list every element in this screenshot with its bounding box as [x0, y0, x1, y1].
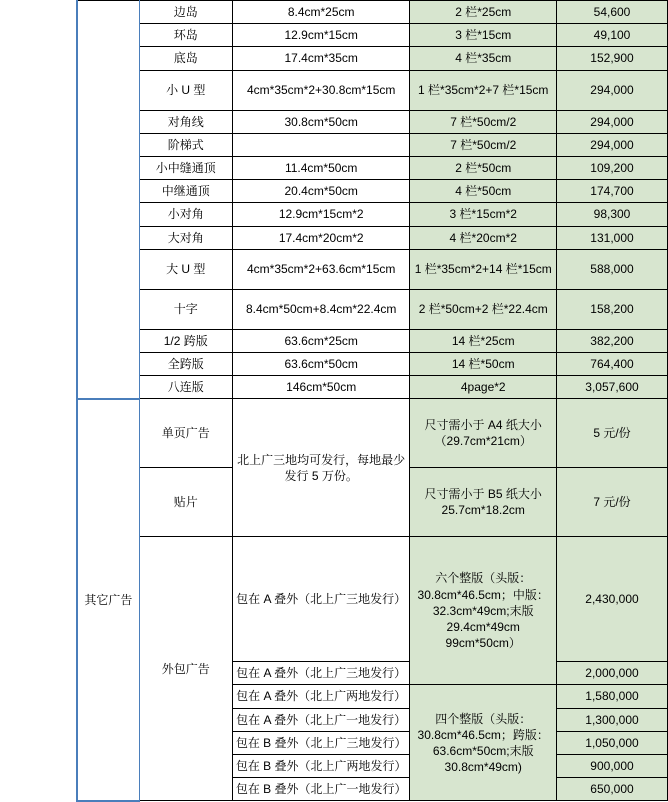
format-name: 1/2 跨版 — [139, 329, 232, 352]
format-name: 阶梯式 — [139, 133, 232, 156]
format-name: 全跨版 — [139, 352, 232, 375]
format-price: 382,200 — [556, 329, 667, 352]
format-price: 131,000 — [556, 226, 667, 249]
format-price: 2,000,000 — [556, 662, 667, 685]
format-price: 1,580,000 — [556, 685, 667, 708]
format-name: 单页广告 — [139, 399, 232, 468]
format-desc: 尺寸需小于 A4 纸大小（29.7cm*21cm） — [410, 399, 557, 468]
table-row — [77, 249, 668, 289]
table-row — [77, 329, 668, 352]
format-price: 98,300 — [556, 203, 667, 226]
format-price: 294,000 — [556, 70, 667, 110]
format-spec: 17.4cm*20cm*2 — [232, 226, 410, 249]
format-spec: 12.9cm*15cm — [232, 24, 410, 47]
format-name: 环岛 — [139, 24, 232, 47]
format-name: 十字 — [139, 289, 232, 329]
format-name: 八连版 — [139, 376, 232, 399]
format-name: 小对角 — [139, 203, 232, 226]
format-desc: 4 栏*50cm — [410, 180, 557, 203]
format-price: 1,050,000 — [556, 731, 667, 754]
format-price: 294,000 — [556, 110, 667, 133]
table-row — [77, 352, 668, 375]
format-desc: 2 栏*50cm — [410, 156, 557, 179]
category-cell-empty — [77, 1, 139, 399]
format-price: 294,000 — [556, 133, 667, 156]
format-spec: 北上广三地均可发行，每地最少发行 5 万份。 — [232, 399, 410, 537]
table-row — [77, 1, 668, 24]
format-desc: 四个整版（头版：30.8cm*46.5cm；跨版：63.6cm*50cm;末版 30.8cm*49cm) — [410, 685, 557, 801]
format-spec: 17.4cm*35cm — [232, 47, 410, 70]
format-spec: 包在 B 叠外（北上广两地发行） — [232, 755, 410, 778]
format-desc: 六个整版（头版：30.8cm*46.5cm；中版：32.3cm*49cm;末版 29.4cm*49cm 99cm*50cm） — [410, 537, 557, 685]
format-price: 158,200 — [556, 289, 667, 329]
format-desc: 14 栏*50cm — [410, 352, 557, 375]
format-name: 中继通顶 — [139, 180, 232, 203]
format-price: 588,000 — [556, 249, 667, 289]
format-price: 54,600 — [556, 1, 667, 24]
format-desc: 1 栏*35cm*2+7 栏*15cm — [410, 70, 557, 110]
format-price: 764,400 — [556, 352, 667, 375]
format-spec: 包在 A 叠外（北上广三地发行） — [232, 537, 410, 662]
format-desc: 2 栏*50cm+2 栏*22.4cm — [410, 289, 557, 329]
format-price: 900,000 — [556, 755, 667, 778]
format-desc: 7 栏*50cm/2 — [410, 133, 557, 156]
table-row — [77, 203, 668, 226]
table-row — [77, 133, 668, 156]
table-row — [77, 376, 668, 399]
table-row — [77, 24, 668, 47]
format-price: 49,100 — [556, 24, 667, 47]
table-row — [77, 70, 668, 110]
table-row — [77, 289, 668, 329]
format-spec: 63.6cm*25cm — [232, 329, 410, 352]
table-row — [77, 156, 668, 179]
format-price: 650,000 — [556, 778, 667, 801]
format-desc: 1 栏*35cm*2+14 栏*15cm — [410, 249, 557, 289]
format-price: 2,430,000 — [556, 537, 667, 662]
format-name: 大 U 型 — [139, 249, 232, 289]
format-desc: 3 栏*15cm*2 — [410, 203, 557, 226]
format-spec: 11.4cm*50cm — [232, 156, 410, 179]
format-desc: 3 栏*15cm — [410, 24, 557, 47]
format-name: 边岛 — [139, 1, 232, 24]
format-desc: 7 栏*50cm/2 — [410, 110, 557, 133]
format-spec: 146cm*50cm — [232, 376, 410, 399]
format-spec: 8.4cm*50cm+8.4cm*22.4cm — [232, 289, 410, 329]
format-spec: 包在 A 叠外（北上广两地发行） — [232, 685, 410, 708]
format-spec: 包在 A 叠外（北上广三地发行） — [232, 662, 410, 685]
format-desc: 4page*2 — [410, 376, 557, 399]
format-spec: 包在 B 叠外（北上广一地发行） — [232, 778, 410, 801]
format-desc: 4 栏*35cm — [410, 47, 557, 70]
format-spec: 4cm*35cm*2+63.6cm*15cm — [232, 249, 410, 289]
table-row — [77, 226, 668, 249]
format-price: 3,057,600 — [556, 376, 667, 399]
format-name: 贴片 — [139, 468, 232, 537]
format-name: 底岛 — [139, 47, 232, 70]
format-price: 5 元/份 — [556, 399, 667, 468]
format-spec: 30.8cm*50cm — [232, 110, 410, 133]
table-row — [77, 47, 668, 70]
table-row — [77, 110, 668, 133]
format-desc: 4 栏*20cm*2 — [410, 226, 557, 249]
format-desc: 尺寸需小于 B5 纸大小 25.7cm*18.2cm — [410, 468, 557, 537]
format-name: 大对角 — [139, 226, 232, 249]
format-spec: 63.6cm*50cm — [232, 352, 410, 375]
format-desc: 2 栏*25cm — [410, 1, 557, 24]
table-row — [77, 180, 668, 203]
format-price: 7 元/份 — [556, 468, 667, 537]
format-price: 174,700 — [556, 180, 667, 203]
category-cell-other-ads: 其它广告 — [77, 399, 139, 801]
table-row — [77, 399, 668, 468]
format-price: 1,300,000 — [556, 708, 667, 731]
format-spec: 8.4cm*25cm — [232, 1, 410, 24]
format-price: 152,900 — [556, 47, 667, 70]
format-spec: 4cm*35cm*2+30.8cm*15cm — [232, 70, 410, 110]
format-price: 109,200 — [556, 156, 667, 179]
advertising-price-table — [76, 0, 668, 802]
format-spec: 包在 A 叠外（北上广一地发行） — [232, 708, 410, 731]
format-spec: 20.4cm*50cm — [232, 180, 410, 203]
format-spec: 12.9cm*15cm*2 — [232, 203, 410, 226]
table-row — [77, 537, 668, 662]
format-desc: 14 栏*25cm — [410, 329, 557, 352]
format-name: 小 U 型 — [139, 70, 232, 110]
format-spec: 包在 B 叠外（北上广三地发行） — [232, 731, 410, 754]
format-spec — [232, 133, 410, 156]
format-name: 外包广告 — [139, 537, 232, 801]
format-name: 小中缝通顶 — [139, 156, 232, 179]
format-name: 对角线 — [139, 110, 232, 133]
